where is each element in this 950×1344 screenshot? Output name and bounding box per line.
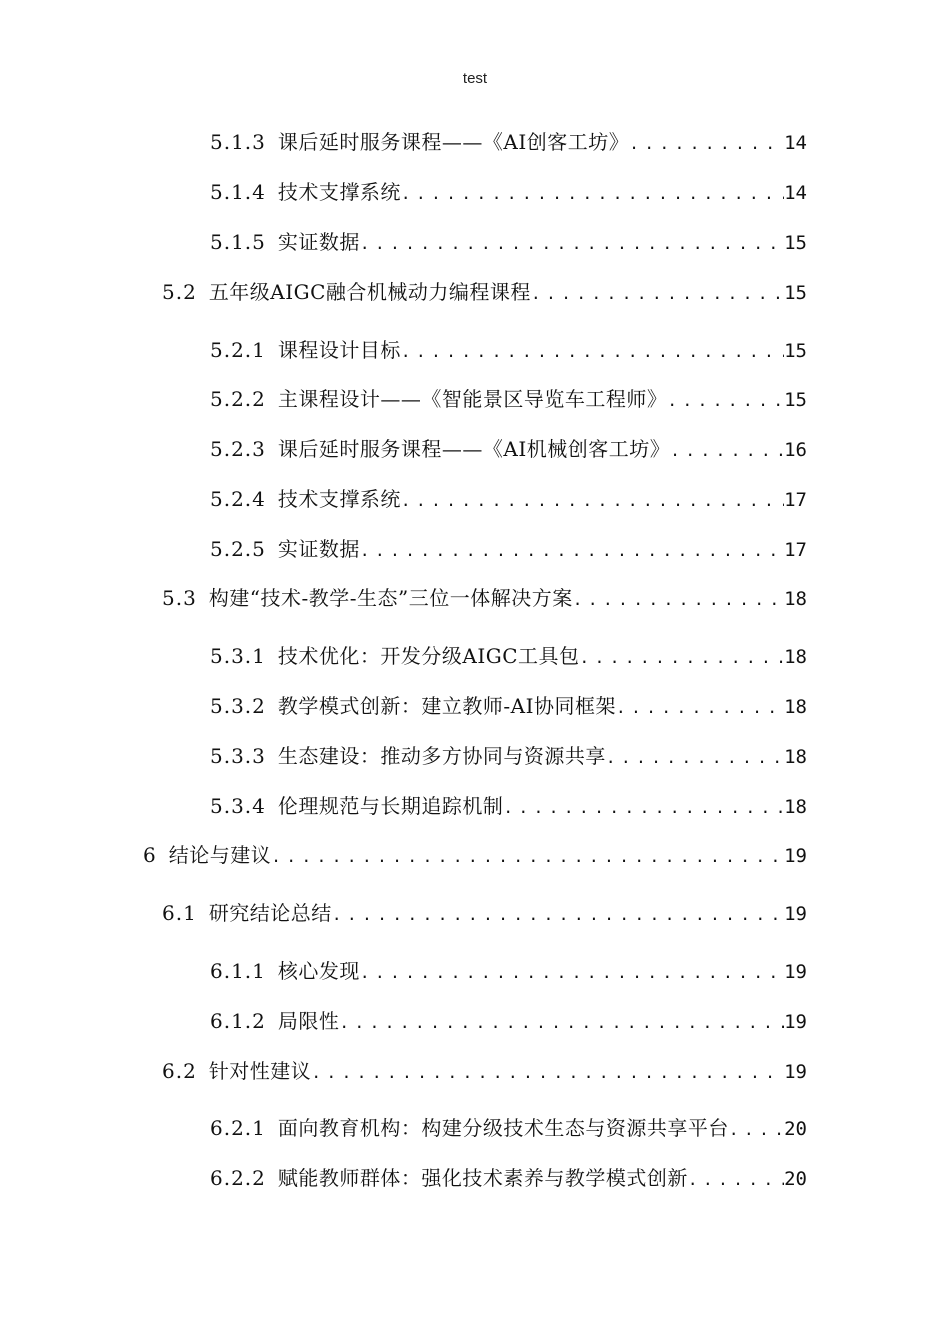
toc-entry-page: 15	[784, 389, 807, 411]
toc-entry[interactable]	[162, 583, 807, 613]
toc-entry-number: 5.3.1	[210, 644, 266, 668]
toc-dot-leader	[271, 842, 784, 872]
toc-dot-leader	[360, 958, 784, 988]
toc-entry-number: 6.2.1	[210, 1116, 266, 1140]
toc-entry-number: 6.1	[162, 901, 197, 925]
toc-dot-leader	[401, 486, 784, 516]
toc-dot-leader	[573, 585, 784, 615]
toc-dot-leader	[401, 179, 784, 209]
toc-dot-leader	[401, 337, 784, 367]
toc-entry-page: 18	[784, 696, 807, 718]
toc-entry-title: 构建“技术-教学-生态”三位一体解决方案	[208, 586, 573, 610]
toc-entry-title: 面向教育机构：构建分级技术生态与资源共享平台	[277, 1116, 729, 1140]
toc-entry-title: 技术优化：开发分级AIGC工具包	[277, 644, 580, 668]
toc-entry-page: 20	[784, 1168, 807, 1190]
toc-entry-number: 5.3.4	[210, 794, 266, 818]
toc-entry[interactable]	[210, 534, 807, 564]
toc-entry[interactable]	[210, 384, 807, 414]
toc-entry-page: 20	[784, 1118, 807, 1140]
toc-entry-number: 5.2.5	[210, 537, 266, 561]
toc-entry-title: 技术支撑系统	[277, 487, 401, 511]
toc-entry[interactable]	[210, 1006, 807, 1036]
toc-entry[interactable]	[210, 484, 807, 514]
toc-dot-leader	[629, 129, 784, 159]
toc-entry[interactable]	[210, 127, 807, 157]
toc-entry-title: 课后延时服务课程——《AI机械创客工坊》	[277, 437, 671, 461]
toc-dot-leader	[580, 643, 785, 673]
toc-entry[interactable]	[210, 741, 807, 771]
toc-dot-leader	[311, 1058, 784, 1088]
toc-entry-page: 18	[784, 746, 807, 768]
toc-entry-title: 研究结论总结	[208, 901, 332, 925]
toc-entry[interactable]	[210, 335, 807, 365]
toc-entry-number: 5.2.2	[210, 387, 266, 411]
toc-entry-title: 实证数据	[277, 537, 360, 561]
toc-entry-title: 生态建设：推动多方协同与资源共享	[277, 744, 606, 768]
toc-entry[interactable]	[210, 641, 807, 671]
toc-entry-page: 15	[784, 340, 807, 362]
toc-entry-number: 5.2.1	[210, 338, 266, 362]
toc-entry-title: 教学模式创新：建立教师-AI协同框架	[277, 694, 616, 718]
toc-entry[interactable]	[210, 1113, 807, 1143]
toc-dot-leader	[339, 1008, 784, 1038]
toc-entry-title: 实证数据	[277, 230, 360, 254]
toc-entry-number: 5.1.5	[210, 230, 266, 254]
toc-entry-page: 14	[784, 132, 807, 154]
toc-entry[interactable]	[162, 277, 807, 307]
toc-entry-title: 局限性	[277, 1009, 340, 1033]
toc-dot-leader	[531, 279, 784, 309]
toc-dot-leader	[360, 536, 784, 566]
toc-entry-page: 18	[784, 588, 807, 610]
toc-entry[interactable]	[210, 177, 807, 207]
toc-entry-number: 5.2.3	[210, 437, 266, 461]
toc-entry-title: 主课程设计——《智能景区导览车工程师》	[277, 387, 668, 411]
toc-dot-leader	[503, 793, 784, 823]
toc-entry[interactable]	[210, 434, 807, 464]
toc-entry-title: 五年级AIGC融合机械动力编程课程	[208, 280, 531, 304]
toc-entry[interactable]	[210, 956, 807, 986]
toc-entry-page: 19	[784, 903, 807, 925]
toc-dot-leader	[729, 1115, 784, 1145]
toc-entry-number: 6.1.2	[210, 1009, 266, 1033]
toc-dot-leader	[616, 693, 784, 723]
toc-entry-number: 6.2.2	[210, 1166, 266, 1190]
toc-entry-title: 核心发现	[277, 959, 360, 983]
toc-entry-title: 伦理规范与长期追踪机制	[277, 794, 504, 818]
toc-entry-page: 17	[784, 489, 807, 511]
toc-entry-page: 17	[784, 539, 807, 561]
toc-entry-page: 16	[784, 439, 807, 461]
toc-entry-number: 6.1.1	[210, 959, 266, 983]
toc-entry[interactable]	[210, 791, 807, 821]
toc-entry-title: 课程设计目标	[277, 338, 401, 362]
toc-entry-number: 5.3.3	[210, 744, 266, 768]
toc-entry-page: 15	[784, 232, 807, 254]
toc-entry-page: 19	[784, 845, 807, 867]
toc-entry-number: 5.1.3	[210, 130, 266, 154]
toc-entry[interactable]	[162, 1056, 807, 1086]
toc-entry-number: 5.1.4	[210, 180, 266, 204]
toc-dot-leader	[360, 229, 784, 259]
toc-entry-number: 5.3.2	[210, 694, 266, 718]
toc-entry[interactable]	[143, 840, 807, 870]
toc-dot-leader	[606, 743, 784, 773]
toc-entry[interactable]	[162, 898, 807, 928]
toc-entry-number: 5.2	[162, 280, 197, 304]
toc-dot-leader	[667, 386, 784, 416]
toc-entry-page: 18	[784, 796, 807, 818]
toc-entry[interactable]	[210, 227, 807, 257]
toc-entry-title: 课后延时服务课程——《AI创客工坊》	[277, 130, 630, 154]
toc-entry-title: 结论与建议	[168, 843, 272, 867]
toc-entry-page: 19	[784, 1011, 807, 1033]
toc-entry-title: 技术支撑系统	[277, 180, 401, 204]
toc-entry-number: 6.2	[162, 1059, 197, 1083]
toc-entry-number: 5.2.4	[210, 487, 266, 511]
toc-entry[interactable]	[210, 691, 807, 721]
toc-entry-page: 15	[784, 282, 807, 304]
toc-entry-page: 18	[784, 646, 807, 668]
toc-dot-leader	[688, 1165, 784, 1195]
toc-entry-page: 14	[784, 182, 807, 204]
toc-dot-leader	[670, 436, 784, 466]
toc-entry-number: 6	[143, 843, 157, 867]
toc-dot-leader	[332, 900, 784, 930]
toc-entry-title: 针对性建议	[208, 1059, 312, 1083]
page-header: test	[462, 70, 488, 87]
toc-entry-number: 5.3	[162, 586, 197, 610]
toc-entry-page: 19	[784, 1061, 807, 1083]
toc-entry-title: 赋能教师群体：强化技术素养与教学模式创新	[277, 1166, 688, 1190]
toc-entry-page: 19	[784, 961, 807, 983]
toc-entry[interactable]	[210, 1163, 807, 1193]
